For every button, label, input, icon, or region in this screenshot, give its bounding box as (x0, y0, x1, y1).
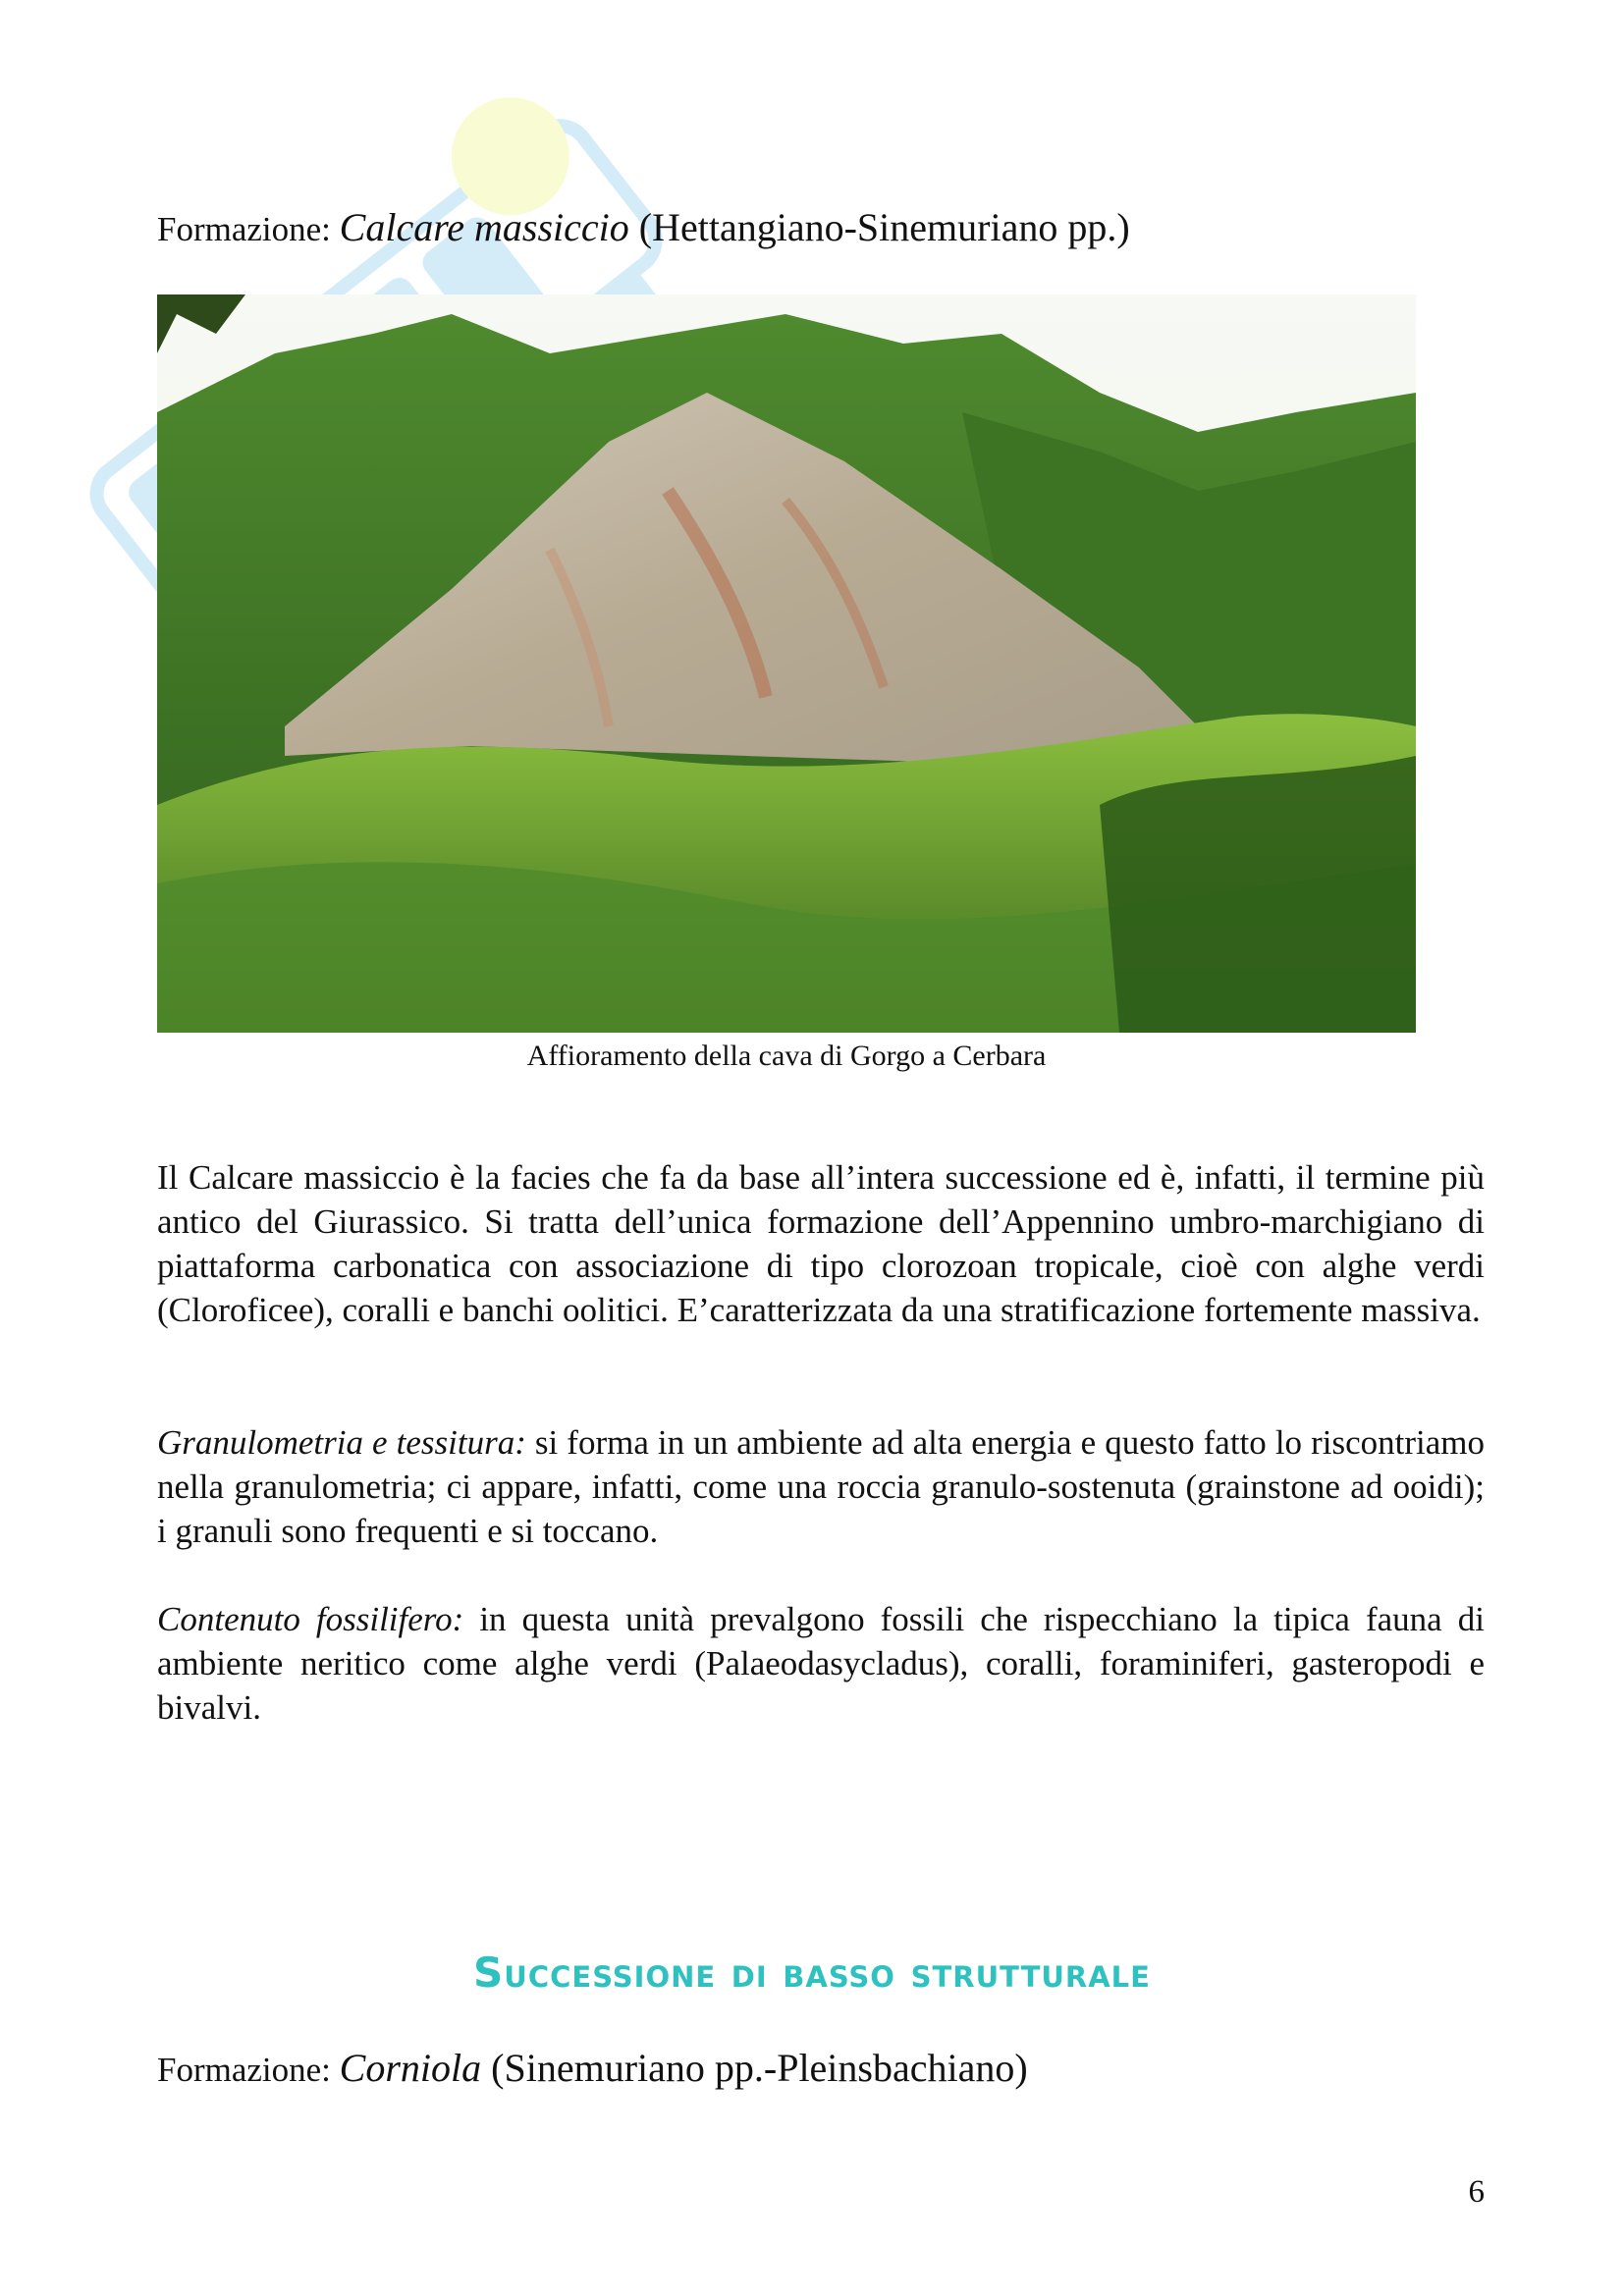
paragraph-body: si forma in un ambiente ad alta energia e questo fatto lo riscontriamo nella granulometria; ci appare, infatti, come una roccia granulo-sostenuta (grainstone ad ooidi); i granuli sono frequenti e si toccano. (157, 1423, 1485, 1550)
formation-label: Formazione: (157, 2051, 340, 2089)
page-number: 6 (1468, 2174, 1485, 2210)
formation-title-corniola (157, 2045, 1028, 2094)
formation-age: (Sinemuriano pp.-Pleinsbachiano) (481, 2046, 1028, 2090)
paragraph-lead: Contenuto fossilifero: (157, 1600, 464, 1638)
paragraph-lead: Granulometria e tessitura: (157, 1423, 526, 1462)
section-heading: Successione di basso strutturale (473, 1949, 1151, 1997)
photo-caption: Affioramento della cava di Gorgo a Cerbara (526, 1040, 1047, 1072)
paragraph-contenuto-fossilifero (157, 1597, 1485, 1730)
paragraph-body: in questa unità prevalgono fossili che rispecchiano la tipica fauna di ambiente neritico come alghe verdi (Palaeodasycladus), coralli, foraminiferi, gasteropodi e bivalvi. (157, 1600, 1485, 1727)
formation-label: Formazione: (157, 210, 340, 248)
paragraph-granulometria (157, 1420, 1485, 1553)
paragraph-description: Il Calcare massiccio è la facies che fa da base all’intera successione ed è, infatti, il termine più antico del Giurassico. Si tratta dell’unica formazione dell’Appennino umbro-marchigiano di piattaforma carbonatica con associazione di tipo clorozoan tropicale, cioè con alghe verdi (Cloroficee), coralli e banchi oolitici. E’caratterizzata da una stratificazione fortemente massiva. (157, 1158, 1485, 1329)
formation-age: (Hettangiano-Sinemuriano pp.) (628, 205, 1130, 249)
quarry-mountain-photo (157, 294, 1416, 1033)
formation-title-calcare-massiccio (157, 204, 1130, 253)
formation-name: Corniola (339, 2046, 482, 2090)
formation-name: Calcare massiccio (339, 205, 629, 249)
